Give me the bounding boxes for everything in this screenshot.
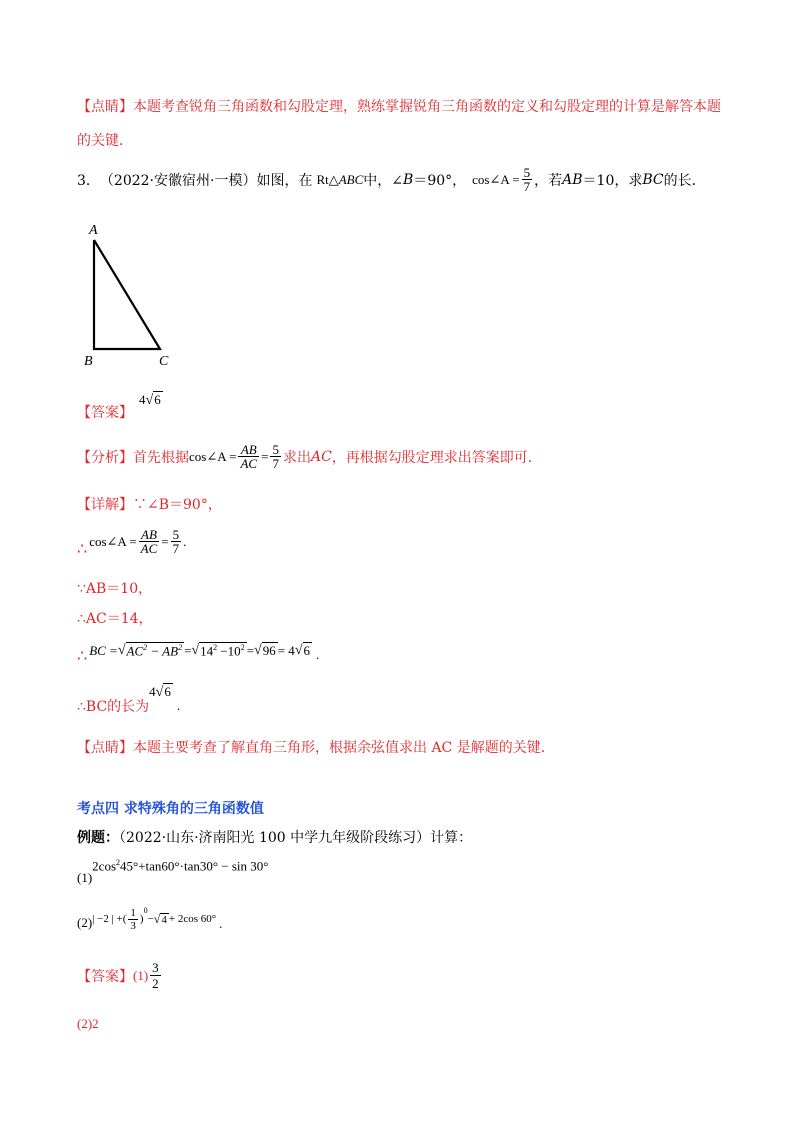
sqrt-14-10 (199, 642, 247, 659)
triangle-figure (80, 218, 190, 368)
detail-eq: = (161, 533, 169, 549)
frac-den: 3 (130, 919, 136, 932)
fraction-denominator: 7 (523, 179, 531, 194)
sqrt-sign: √ (153, 911, 161, 926)
example-part-1 (77, 858, 269, 886)
answer2-tag: 【答案】 (77, 968, 133, 985)
part2-d: + 2cos 60° (168, 913, 217, 925)
dianjing2-text: 本题主要考查了解直角三角形，根据余弦值求出 AC 是解题的关键． (133, 740, 555, 756)
detail-line1 (77, 494, 222, 514)
eq2: = (246, 642, 255, 658)
answer2-p1: (1) (133, 967, 149, 983)
sqrt-ac2-ab2 (126, 642, 185, 659)
fraction-5-7 (522, 166, 533, 193)
example-text: （2022·山东·济南阳光 100 中学九年级阶段练习）计算： (119, 830, 473, 846)
answer-1 (77, 392, 163, 422)
frac-den: 7 (272, 456, 279, 471)
therefore-symbol: ∴ (77, 646, 88, 665)
answer2-frac-3-2 (150, 960, 161, 991)
frac-num: 5 (172, 527, 180, 542)
frac-den: AC (140, 541, 158, 556)
answer-coef: 4 (139, 392, 146, 407)
coef: 4 (149, 684, 156, 699)
bc-eq: BC = (89, 642, 118, 658)
vertex-a-label: A (89, 223, 98, 238)
answer-value: 4√6 (139, 392, 161, 408)
problem-given2: ＝10，求 (582, 172, 643, 189)
example-part-2 (77, 906, 222, 932)
detail-frac-ab-ac (139, 528, 160, 555)
problem-middle: 中，∠ (363, 172, 404, 189)
part2-end: . (219, 916, 223, 931)
part2-a: | −2 | +( (92, 913, 127, 925)
term-10: −10 (217, 643, 241, 659)
frac-num: AB (238, 443, 259, 457)
sqrt-sign: √ (191, 642, 200, 658)
problem-eq90: ＝90°， (413, 172, 467, 189)
dianjing-2 (77, 737, 555, 757)
angle-b: B (403, 171, 414, 188)
sqrt-sign: √ (254, 642, 262, 658)
detail-line2 (77, 525, 186, 558)
term-14: 14 (200, 643, 214, 659)
answer-tag: 【答案】 (77, 405, 133, 421)
part2-b: ) (139, 913, 144, 925)
sqrt-sign: √ (294, 642, 303, 658)
detail-line6 (77, 684, 180, 716)
example-label: 例题： (77, 830, 119, 846)
part1-a: 2cos (92, 858, 117, 874)
detail-line4: ∴AC＝14， (77, 611, 153, 627)
frac-den: 2 (152, 976, 159, 991)
ab-term: − AB (147, 643, 179, 659)
part1-sup: 2 (116, 858, 121, 867)
square-sup: 2 (240, 642, 245, 652)
frac-num: 5 (272, 442, 279, 457)
detail-text1: ∵∠B＝90°， (133, 497, 222, 513)
radicand: 6 (164, 684, 171, 699)
vertex-b-label: B (84, 354, 93, 368)
analysis-text3: ，再根据勾股定理求出答案即可． (331, 449, 542, 466)
detail-cos: cos∠A = (89, 533, 137, 549)
answer-2 (77, 960, 163, 991)
square-sup: 2 (213, 642, 218, 652)
bc-length-text: ∴BC的长为 (77, 699, 150, 715)
part2-sup: 0 (143, 906, 148, 915)
analysis (77, 443, 542, 470)
dianjing-paragraph (77, 96, 721, 116)
problem-end: 的长． (663, 172, 706, 189)
part2-number: (2) (77, 915, 93, 930)
line6-end: . (176, 698, 181, 713)
dianjing-line1: 本题考查锐角三角函数和勾股定理，熟练掌握锐角三角函数的定义和勾股定理的计算是解答本题 (133, 99, 721, 115)
analysis-cos: cos∠A = (189, 448, 237, 464)
analysis-frac-5-7 (270, 443, 281, 470)
part2-c: − (147, 913, 154, 925)
dianjing-tag: 【点睛】 (77, 99, 133, 115)
line5-end: . (316, 646, 320, 662)
square-sup: 2 (178, 642, 183, 652)
triangle-shape (94, 240, 160, 349)
frac-num: AB (139, 528, 160, 542)
answer2-part2: (2)2 (77, 1016, 99, 1031)
detail-end: . (183, 533, 187, 549)
detail-line5 (77, 636, 319, 665)
part2-frac-1-3 (128, 907, 138, 932)
eq1: = (184, 642, 192, 658)
vertex-c-label: C (159, 354, 169, 368)
part1-number: (1) (77, 870, 93, 886)
problem-source: （2022·安徽宿州·一模）如图，在 (99, 172, 313, 189)
fraction-numerator: 5 (523, 165, 531, 180)
detail-tag: 【详解】 (77, 497, 133, 513)
dianjing-line2: 的关键． (77, 133, 133, 149)
side-ab: AB (562, 171, 583, 188)
section-heading: 考点四 求特殊角的三角函数值 (77, 801, 264, 817)
detail-frac-5-7 (171, 528, 182, 555)
problem-given: ，若 (534, 172, 563, 189)
sqrt-sign: √ (117, 642, 126, 658)
answer-radicand: 6 (154, 392, 161, 407)
bc-length-value: 4√6 (149, 684, 171, 700)
sqrt-6: 6 (303, 643, 310, 658)
sqrt-96: 96 (262, 643, 276, 658)
analysis-text2: 求出 (282, 449, 311, 466)
frac-den: 7 (172, 541, 180, 556)
detail-line3: ∵AB＝10， (77, 581, 153, 597)
cos-a: cos∠A = (472, 171, 520, 187)
analysis-text1: 首先根据 (133, 449, 189, 466)
square-sup: 2 (143, 642, 148, 652)
ac-term: AC (126, 643, 144, 659)
frac-den: AC (240, 456, 258, 471)
rt-symbol: Rt△ (316, 171, 339, 187)
analysis-tag: 【分析】 (77, 449, 133, 466)
triangle-abc: ABC (338, 171, 364, 187)
dianjing2-tag: 【点睛】 (77, 740, 133, 756)
part2-rad: 4 (161, 913, 167, 926)
analysis-eq: = (261, 448, 269, 464)
analysis-frac-ab-ac (238, 443, 259, 470)
therefore-symbol: ∴ (77, 539, 88, 558)
part1-b: 45°+tan60°·tan30° − sin 30° (120, 858, 269, 874)
frac-num: 3 (152, 960, 159, 975)
side-bc: BC (642, 171, 664, 188)
problem-number: 3． (77, 172, 100, 189)
analysis-ac: AC (310, 448, 332, 465)
eq3: = 4 (277, 642, 295, 658)
frac-num: 1 (130, 906, 136, 919)
problem-3 (77, 166, 706, 193)
example (77, 827, 472, 847)
